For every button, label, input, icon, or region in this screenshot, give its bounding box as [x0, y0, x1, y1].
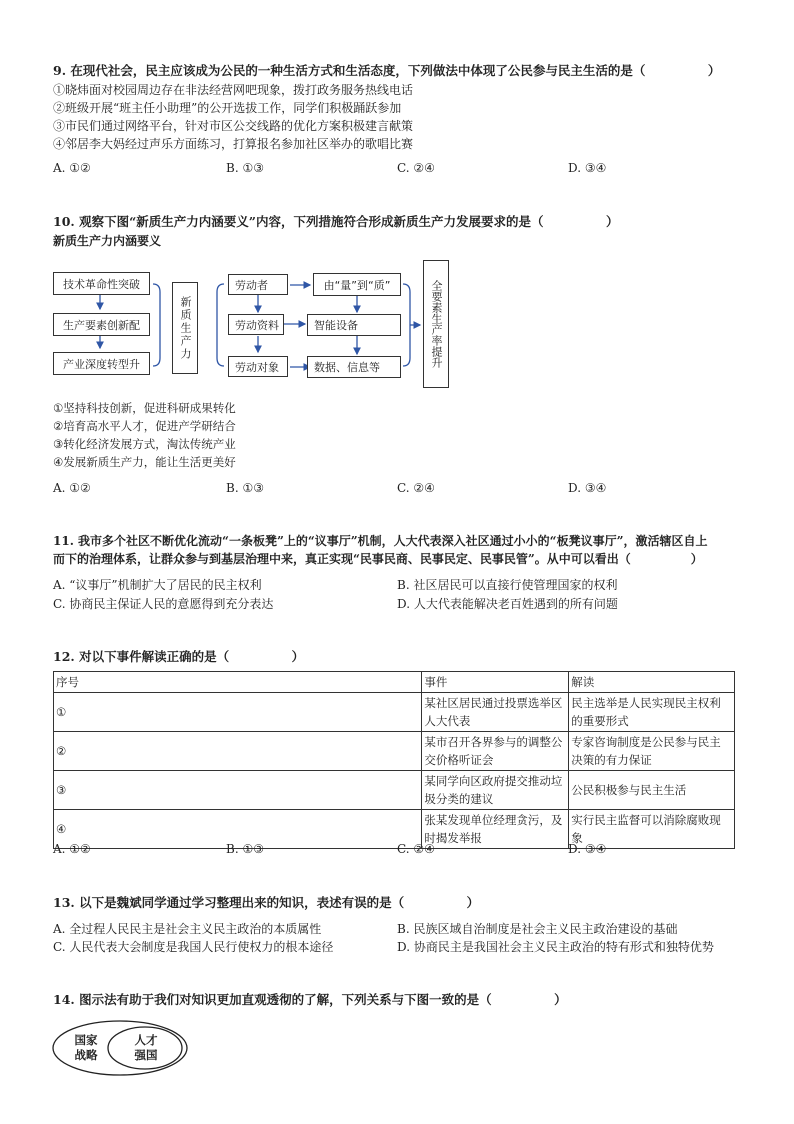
row-index: ④	[54, 810, 422, 849]
row-index: ②	[54, 732, 422, 771]
right-box-3: 数据、信息等	[307, 356, 401, 378]
table-row	[54, 810, 735, 849]
q9-option-b[interactable]: B. ①③	[226, 161, 264, 175]
q13-stem: 13. 以下是魏斌同学通过学习整理出来的知识，表述有误的是（ ）	[53, 895, 480, 910]
table-row	[54, 732, 735, 771]
row-index: ①	[54, 693, 422, 732]
q9-item-1: ①晓炜面对校园周边存在非法经营网吧现象，拨打政务服务热线电话	[53, 83, 414, 97]
header-event: 事件	[422, 672, 569, 693]
q10-option-b[interactable]: B. ①③	[226, 481, 264, 495]
q13-option-a[interactable]: A. 全过程人民民主是社会主义民主政治的本质属性	[53, 922, 322, 936]
table-row	[54, 693, 735, 732]
center-box: 新质生产力	[172, 282, 198, 374]
q10-option-c[interactable]: C. ②④	[397, 481, 435, 495]
q10-item-3: ③转化经济发展方式，淘汰传统产业	[53, 437, 236, 451]
q11-option-b[interactable]: B. 社区居民可以直接行使管理国家的权利	[397, 578, 618, 592]
row-event: 某同学向区政府提交推动垃圾分类的建议	[422, 771, 569, 810]
right-box-1: 由“量”到“质”	[313, 273, 401, 296]
q10-diagram-title: 新质生产力内涵要义	[53, 234, 162, 248]
left-box-1: 技术革命性突破	[53, 272, 150, 295]
row-interpretation: 民主选举是人民实现民主权利的重要形式	[569, 693, 735, 732]
q10-item-2: ②培育高水平人才，促进产学研结合	[53, 419, 236, 433]
q11-option-c[interactable]: C. 协商民主保证人民的意愿得到充分表达	[53, 597, 274, 611]
q9-item-4: ④邻居李大妈经过声乐方面练习，打算报名参加社区举办的歌唱比赛	[53, 137, 414, 151]
q10-item-4: ④发展新质生产力，能让生活更美好	[53, 455, 236, 469]
q9-item-2: ②班级开展“班主任小助理”的公开选拔工作，同学们积极踊跃参加	[53, 101, 402, 115]
right-box-2: 智能设备	[307, 314, 401, 336]
row-interpretation: 实行民主监督可以消除腐败现象	[569, 810, 735, 849]
outer-label: 国家战略	[74, 1033, 98, 1062]
q11-stem-line1: 11. 我市多个社区不断优化流动“一条板凳”上的“议事厅”机制，人大代表深入社区通过小小的“板凳议事厅”，激活辖区自上	[53, 534, 708, 548]
q11-option-d[interactable]: D. 人大代表能解决老百姓遇到的所有问题	[397, 597, 618, 611]
row-event: 某市召开各界参与的调整公交价格听证会	[422, 732, 569, 771]
middle-box-1: 劳动者	[228, 274, 288, 295]
inner-label: 人才强国	[134, 1033, 158, 1062]
q10-item-1: ①坚持科技创新，促进科研成果转化	[53, 401, 236, 415]
q12-option-c[interactable]: C. ②④	[397, 842, 435, 856]
middle-box-3: 劳动对象	[228, 356, 288, 377]
q11-option-a[interactable]: A. “议事厅”机制扩大了居民的民主权利	[53, 578, 262, 592]
q13-option-d[interactable]: D. 协商民主是我国社会主义民主政治的特有形式和独特优势	[397, 940, 714, 954]
row-interpretation: 专家咨询制度是公民参与民主决策的有力保证	[569, 732, 735, 771]
middle-box-2: 劳动资料	[228, 314, 284, 335]
q12-option-d[interactable]: D. ③④	[568, 842, 607, 856]
q9-option-d[interactable]: D. ③④	[568, 161, 607, 175]
row-event: 张某发现单位经理贪污，及时揭发举报	[422, 810, 569, 849]
header-interpretation: 解读	[569, 672, 735, 693]
left-box-2: 生产要素创新配	[53, 313, 150, 336]
left-box-3: 产业深度转型升	[53, 352, 150, 375]
row-index: ③	[54, 771, 422, 810]
q9-option-a[interactable]: A. ①②	[53, 161, 91, 175]
q11-stem-line2: 而下的治理体系，让群众参与到基层治理中来，真正实现“民事民商、民事民定、民事民管”。从中可以看出（ ）	[53, 552, 703, 566]
q13-option-b[interactable]: B. 民族区域自治制度是社会主义民主政治建设的基础	[397, 922, 678, 936]
q14-stem: 14. 图示法有助于我们对知识更加直观透彻的了解，下列关系与下图一致的是（ ）	[53, 992, 567, 1007]
q12-table	[53, 671, 735, 849]
q9-option-c[interactable]: C. ②④	[397, 161, 435, 175]
q10-stem: 10. 观察下图“新质生产力内涵要义”内容，下列措施符合形成新质生产力发展要求的是（ ）	[53, 214, 619, 229]
q12-option-a[interactable]: A. ①②	[53, 842, 91, 856]
q12-option-b[interactable]: B. ①③	[226, 842, 264, 856]
header-index: 序号	[54, 672, 422, 693]
table-header-row	[54, 672, 735, 693]
row-event: 某社区居民通过投票选举区人大代表	[422, 693, 569, 732]
far-right-box: 全要素生产率提升	[423, 260, 449, 388]
q10-option-a[interactable]: A. ①②	[53, 481, 91, 495]
q9-item-3: ③市民们通过网络平台，针对市区公交线路的优化方案积极建言献策	[53, 119, 414, 133]
row-interpretation: 公民积极参与民主生活	[569, 771, 735, 810]
q13-option-c[interactable]: C. 人民代表大会制度是我国人民行使权力的根本途径	[53, 940, 334, 954]
q9-stem: 9. 在现代社会，民主应该成为公民的一种生活方式和生活态度，下列做法中体现了公民参与民主生活的是（ ）	[53, 63, 721, 78]
table-row	[54, 771, 735, 810]
q12-stem: 12. 对以下事件解读正确的是（ ）	[53, 649, 305, 664]
q10-option-d[interactable]: D. ③④	[568, 481, 607, 495]
